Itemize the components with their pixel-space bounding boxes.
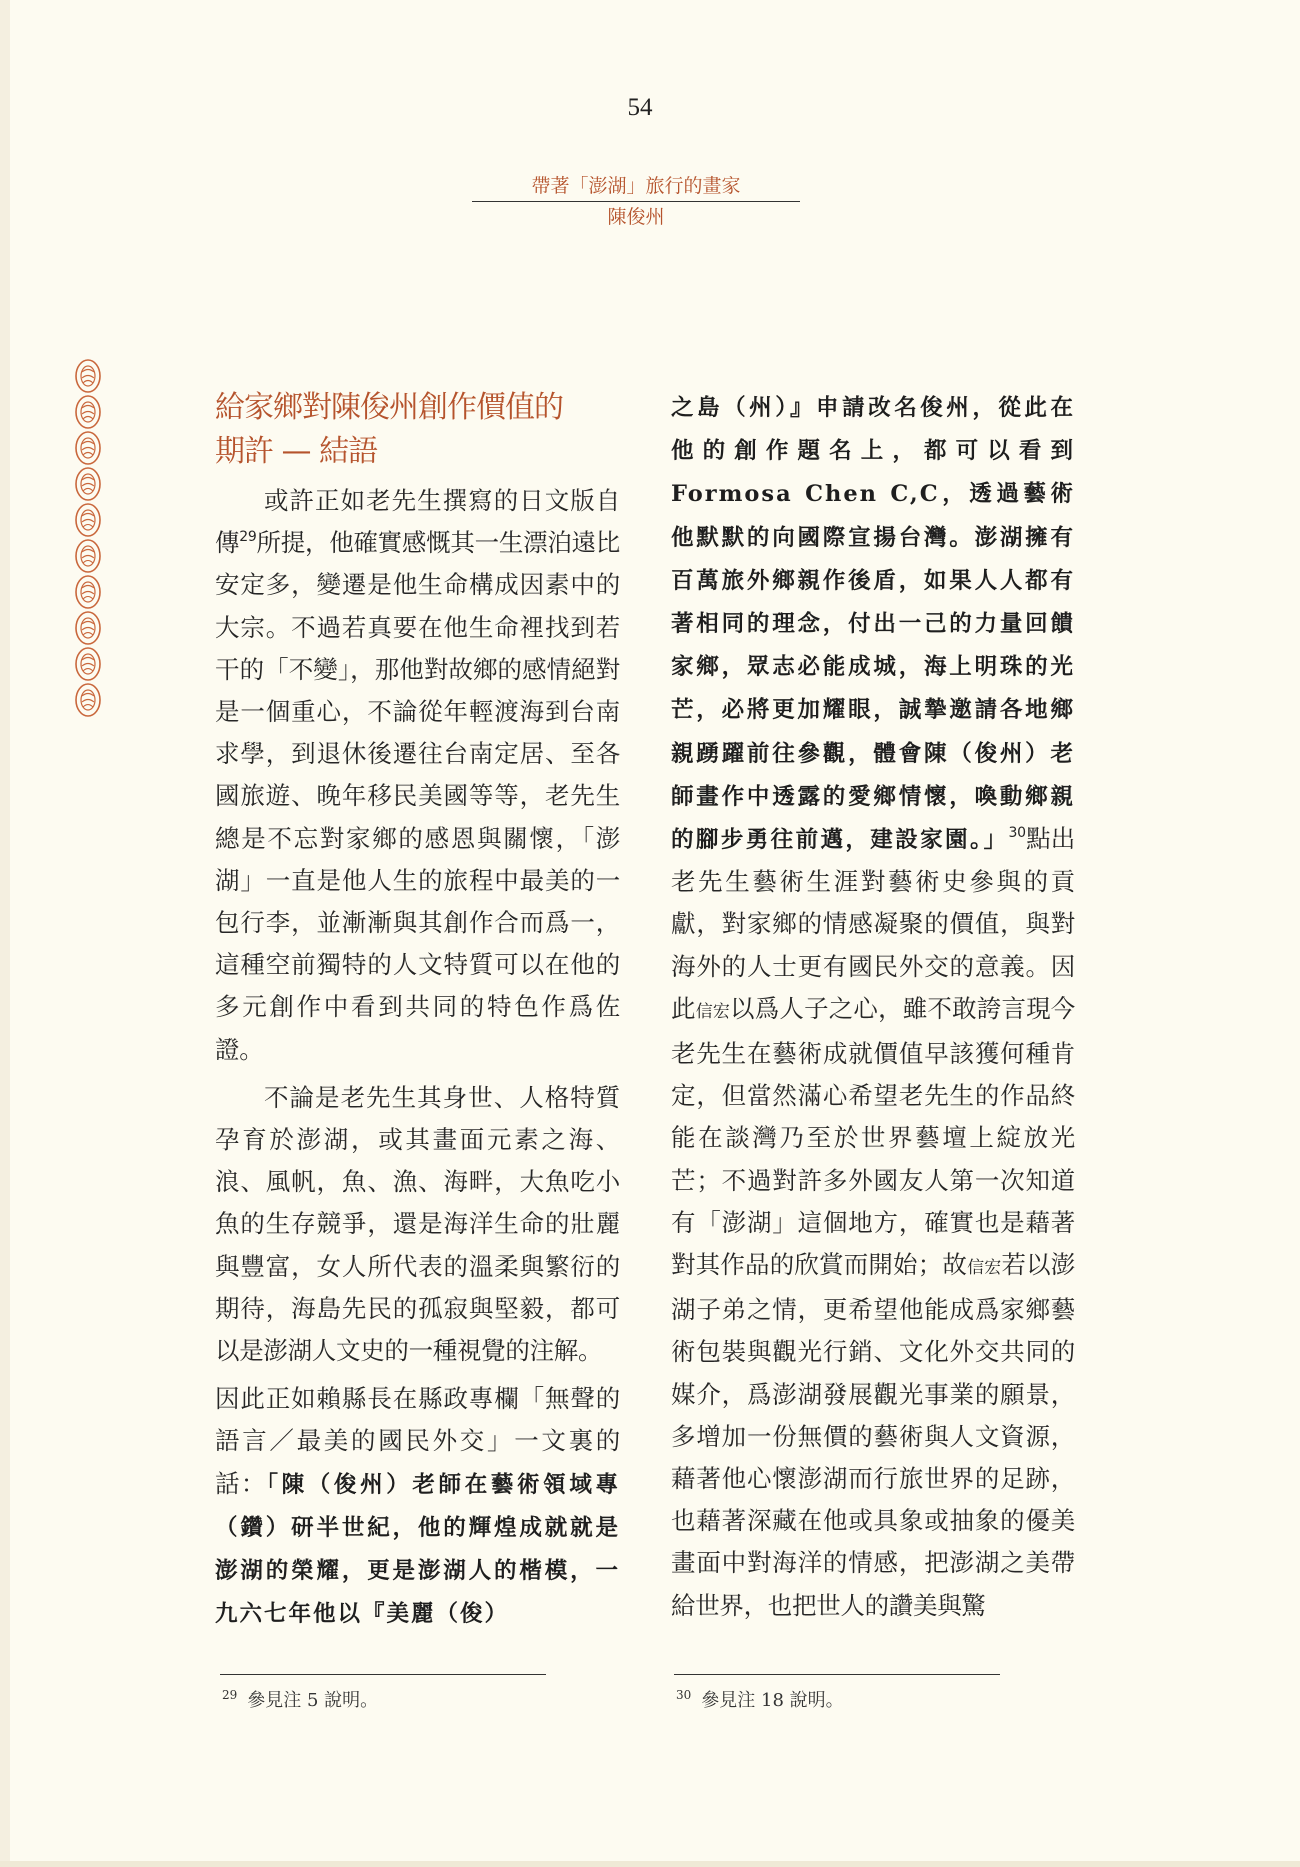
footnote-29-text: 參見注 5 說明。 <box>247 1690 379 1711</box>
author-name-2: 信宏 <box>967 1258 1002 1279</box>
paragraph-3-text: 因此正如賴縣長在縣政專欄「無聲的語言／最美的國民外交」一文裏的話： <box>215 1384 620 1498</box>
section-heading-line1: 給家鄉對陳俊州創作價值的 <box>215 390 563 425</box>
footnote-rule-right <box>674 1674 1000 1675</box>
footnote-29-number: 29 <box>222 1688 238 1702</box>
running-author: 陳俊州 <box>607 206 665 228</box>
paragraph-text-b: 以爲人子之心，雖不敢誇言現今老先生在藝術成就價值早該獲何種肯定，但當然滿心希望老先生的作品終能在談灣乃至於世界藝壇上綻放光芒；不過對許多外國友人第一次知道有「澎湖」這個地方，確實也是藉著對其作品的欣賞而開始；故 <box>671 993 1076 1280</box>
floral-medallion-icon <box>76 396 100 428</box>
floral-medallion-icon <box>76 576 100 608</box>
paragraph-3 <box>215 1378 620 1635</box>
floral-medallion-icon <box>76 612 100 644</box>
decorative-ornament-column <box>74 358 102 718</box>
page-number: 54 <box>627 94 653 121</box>
paragraph-3-continued <box>671 386 1075 1627</box>
magistrate-quote: 「陳（俊州）老師在藝術領域專（鑽）研半世紀，他的輝煌成就就是澎湖的榮耀，更是澎湖人的楷模，一九六七年他以『美麗（俊） <box>215 1471 620 1628</box>
right-column <box>671 386 1075 1627</box>
floral-medallion-icon <box>76 648 100 680</box>
floral-medallion-icon <box>76 504 100 536</box>
paragraph-text-a: 點出老先生藝術生涯對藝術史參與的貢獻，對家鄉的情感凝聚的價值，與對海外的人士更有國民外交的意義。因此 <box>671 824 1075 1023</box>
floral-medallion-icon <box>76 540 100 572</box>
footnote-rule-left <box>220 1674 546 1675</box>
footnote-ref-30: 30 <box>1008 825 1026 842</box>
paragraph-1 <box>215 480 620 1071</box>
page-edge <box>0 0 10 1867</box>
paragraph-1-text-a: 或許正如老先生撰寫的日文版自傳 <box>215 486 620 558</box>
footnote-ref-29: 29 <box>239 529 257 546</box>
footnote-29 <box>222 1686 378 1712</box>
paragraph-2: 不論是老先生其身世、人格特質孕育於澎湖，或其畫面元素之海、浪、風帆，魚、漁、海畔，大魚吃小魚的生存競爭，還是海洋生命的壯麗與豐富，女人所代表的溫柔與繁衍的期待，海島先民的孤寂與堅毅，都可以是澎湖人文史的一種視覺的注解。 <box>215 1082 620 1366</box>
magistrate-quote-continued: 之島（州）』申請改名俊州，從此在他的創作題名上，都可以看到Formosa Chen C,C，透過藝術他默默的向國際宣揚台灣。澎湖擁有百萬旅外鄉親作後盾，如果人人都有著相同的理念，付出一己的力量回饋家鄉，眾志必能成城，海上明珠的光芒，必將更加耀眼，誠摯邀請各地鄉親踴躍前往參觀，體會陳（俊州）老師畫作中透露的愛鄉情懷，喚動鄉親的腳步勇往前邁，建設家園。」 <box>671 395 1075 854</box>
floral-medallion-icon <box>76 468 100 500</box>
paragraph-1-text-b: 所提，他確實感慨其一生漂泊遠比安定多，變遷是他生命構成因素中的大宗。不過若真要在他生命裡找到若干的「不變」，那他對故鄉的感情絕對是一個重心，不論從年輕渡海到台南求學，到退休後遷往台南定居、至各國旅遊、晚年移民美國等等，老先生總是不忘對家鄉的感恩與關懷，「澎湖」一直是他人生的旅程中最美的一包行李，並漸漸與其創作合而爲一，這種空前獨特的人文特質可以在他的多元創作中看到共同的特色作爲佐證。 <box>215 528 621 1064</box>
ornament-svg <box>74 358 102 718</box>
running-title: 帶著「澎湖」旅行的畫家 <box>472 174 800 202</box>
floral-medallion-icon <box>76 360 100 392</box>
floral-medallion-icon <box>76 432 100 464</box>
floral-medallion-icon <box>76 684 100 716</box>
paragraph-text-c: 若以澎湖子弟之情，更希望他能成爲家鄉藝術包裝與觀光行銷、文化外交共同的媒介，爲澎湖發展觀光事業的願景，多增加一份無價的藝術與人文資源，藉著他心懷澎湖而行旅世界的足跡，也藉著深藏在他或具象或抽象的優美畫面中對海洋的情感，把澎湖之美帶給世界，也把世人的讚美與驚 <box>671 1250 1076 1620</box>
section-heading-line2: 期許 — 結語 <box>215 434 378 469</box>
author-name-1: 信宏 <box>695 1001 731 1022</box>
section-heading <box>215 386 620 474</box>
footnote-30-number: 30 <box>676 1688 692 1702</box>
left-column <box>215 386 620 1635</box>
footnote-30 <box>676 1686 844 1712</box>
page-edge-bottom <box>0 1861 1300 1867</box>
footnote-30-text: 參見注 18 說明。 <box>701 1690 844 1711</box>
